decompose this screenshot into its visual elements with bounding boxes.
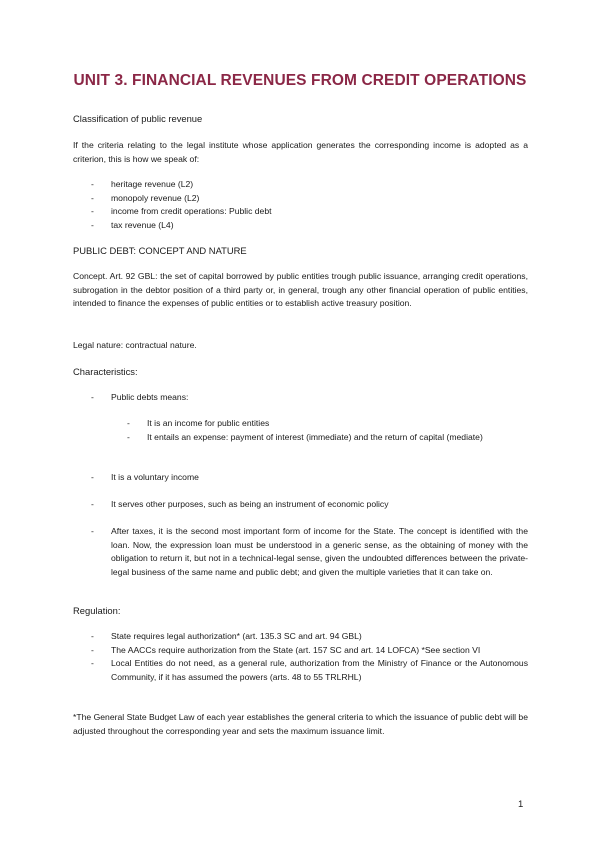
list-item: - After taxes, it is the second most important form of income for the State. The concept is identified with the loan. Now, the expression loan must be understood in a generic sense, as the obtaining of money with the obligation to return it, but not in a technical-legal sense, given the undoubted differences between the private-legal business of the same name and public debt; and given the multiple varieties that it can take on. — [91, 525, 528, 579]
list-item: - Public debts means: — [91, 391, 528, 405]
regulation-heading: Regulation: — [73, 605, 121, 616]
characteristics-sublist — [127, 417, 528, 444]
list-item: - It is a voluntary income — [91, 471, 528, 485]
list-item: - It serves other purposes, such as being an instrument of economic policy — [91, 498, 528, 512]
classification-heading: Classification of public revenue — [73, 113, 203, 124]
list-item: - monopoly revenue (L2) — [91, 192, 528, 206]
list-item: - The AACCs require authorization from the State (art. 157 SC and art. 14 LOFCA) *See section VI — [91, 644, 528, 658]
list-item: - income from credit operations: Public debt — [91, 205, 528, 219]
page-title: UNIT 3. FINANCIAL REVENUES FROM CREDIT OPERATIONS — [73, 72, 527, 89]
list-item: - Local Entities do not need, as a general rule, authorization from the Ministry of Finance or the Autonomous Community, if it has assumed the powers (arts. 48 to 55 TRLRHL) — [91, 657, 528, 684]
regulation-list — [91, 630, 528, 684]
characteristics-item-2 — [91, 471, 528, 485]
list-item: - State requires legal authorization* (art. 135.3 SC and art. 94 GBL) — [91, 630, 528, 644]
public-debt-heading: PUBLIC DEBT: CONCEPT AND NATURE — [73, 245, 247, 256]
page-number: 1 — [518, 799, 524, 810]
footnote: *The General State Budget Law of each year establishes the general criteria to which the issuance of public debt will be adjusted throughout the corresponding year and sets the maximum issuance limit. — [73, 712, 528, 736]
list-item: - heritage revenue (L2) — [91, 178, 528, 192]
characteristics-item-4 — [91, 525, 528, 579]
list-item: - It entails an expense: payment of interest (immediate) and the return of capital (mediate) — [127, 431, 528, 445]
list-item: - It is an income for public entities — [127, 417, 528, 431]
characteristics-heading: Characteristics: — [73, 366, 138, 377]
concept-paragraph: Concept. Art. 92 GBL: the set of capital borrowed by public entities trough public issuance, arranging credit operations, subrogation in the debtor position of a third party or, in general, trough any other financial operation of public entities, intended to finance the expenses of public entities or to establish active treasury position. — [73, 271, 528, 308]
characteristics-item-1 — [91, 391, 528, 405]
legal-nature-text: Legal nature: contractual nature. — [73, 340, 197, 350]
revenue-types-list — [91, 178, 528, 232]
list-item: - tax revenue (L4) — [91, 219, 528, 233]
criteria-paragraph: If the criteria relating to the legal institute whose application generates the corresponding income is adopted as a criterion, this is how we speak of: — [73, 140, 528, 164]
characteristics-item-3 — [91, 498, 528, 512]
